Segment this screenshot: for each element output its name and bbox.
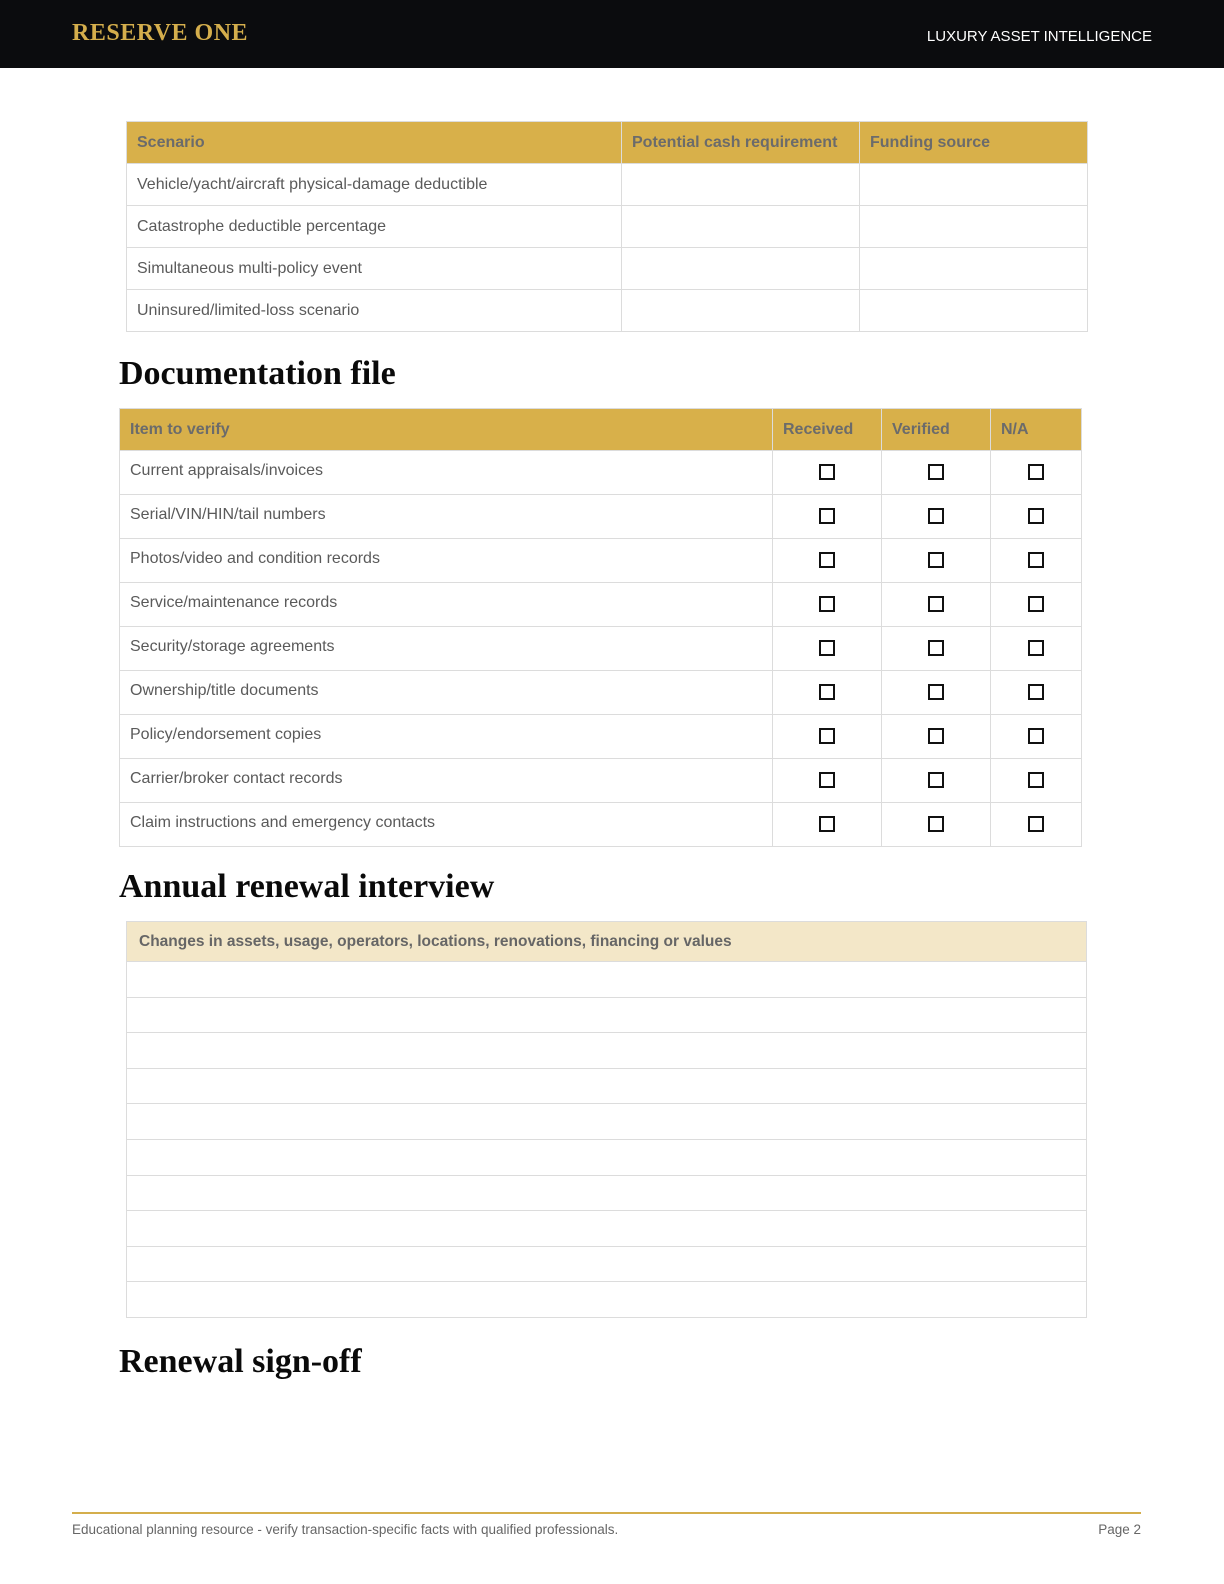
received-checkbox[interactable] <box>819 728 835 744</box>
table-row <box>120 715 1082 759</box>
column-header: Potential cash requirement <box>622 122 860 164</box>
funding-source-field[interactable] <box>860 248 1088 290</box>
table-row <box>127 206 1088 248</box>
footer-divider <box>72 1512 1141 1514</box>
notes-line-field[interactable] <box>127 997 1087 1033</box>
column-header: Scenario <box>127 122 622 164</box>
item-label: Ownership/title documents <box>120 671 773 715</box>
table-header-row <box>127 122 1088 164</box>
cash-requirement-field[interactable] <box>622 248 860 290</box>
received-checkbox[interactable] <box>819 640 835 656</box>
table-row <box>127 1068 1087 1104</box>
notes-line-field[interactable] <box>127 962 1087 998</box>
na-checkbox[interactable] <box>1028 640 1044 656</box>
column-header: Received <box>773 409 882 451</box>
table-row <box>127 290 1088 332</box>
scenario-cell: Uninsured/limited-loss scenario <box>127 290 622 332</box>
item-label: Claim instructions and emergency contacts <box>120 803 773 847</box>
verified-checkbox[interactable] <box>928 596 944 612</box>
table-row <box>127 248 1088 290</box>
table-row <box>127 1282 1087 1318</box>
column-header: N/A <box>991 409 1082 451</box>
item-label: Photos/video and condition records <box>120 539 773 583</box>
column-header: Funding source <box>860 122 1088 164</box>
table-header-row <box>127 922 1087 962</box>
received-checkbox[interactable] <box>819 816 835 832</box>
table-row <box>120 759 1082 803</box>
funding-source-field[interactable] <box>860 164 1088 206</box>
received-checkbox[interactable] <box>819 684 835 700</box>
notes-line-field[interactable] <box>127 1033 1087 1069</box>
verified-checkbox[interactable] <box>928 684 944 700</box>
na-checkbox[interactable] <box>1028 508 1044 524</box>
item-label: Security/storage agreements <box>120 627 773 671</box>
verified-checkbox[interactable] <box>928 816 944 832</box>
notes-line-field[interactable] <box>127 1246 1087 1282</box>
cash-requirement-field[interactable] <box>622 290 860 332</box>
notes-line-field[interactable] <box>127 1104 1087 1140</box>
scenario-cell: Vehicle/yacht/aircraft physical-damage deductible <box>127 164 622 206</box>
na-checkbox[interactable] <box>1028 552 1044 568</box>
verified-checkbox[interactable] <box>928 772 944 788</box>
table-row <box>127 997 1087 1033</box>
top-bar <box>0 0 1224 68</box>
na-checkbox[interactable] <box>1028 728 1044 744</box>
item-label: Current appraisals/invoices <box>120 451 773 495</box>
table-row <box>127 1246 1087 1282</box>
na-checkbox[interactable] <box>1028 596 1044 612</box>
table-row <box>127 1211 1087 1247</box>
received-checkbox[interactable] <box>819 464 835 480</box>
item-label: Carrier/broker contact records <box>120 759 773 803</box>
verified-checkbox[interactable] <box>928 552 944 568</box>
notes-line-field[interactable] <box>127 1175 1087 1211</box>
cash-requirement-table <box>126 121 1088 332</box>
footer-disclaimer: Educational planning resource - verify transaction-specific facts with qualified professionals. <box>72 1522 619 1537</box>
section-heading-documentation: Documentation file <box>119 355 396 392</box>
na-checkbox[interactable] <box>1028 684 1044 700</box>
table-row <box>120 627 1082 671</box>
table-row <box>127 1175 1087 1211</box>
verified-checkbox[interactable] <box>928 508 944 524</box>
cash-requirement-field[interactable] <box>622 164 860 206</box>
received-checkbox[interactable] <box>819 552 835 568</box>
verified-checkbox[interactable] <box>928 464 944 480</box>
table-row <box>120 451 1082 495</box>
documentation-table <box>119 408 1082 847</box>
renewal-notes-table <box>126 921 1087 1318</box>
item-label: Serial/VIN/HIN/tail numbers <box>120 495 773 539</box>
item-label: Policy/endorsement copies <box>120 715 773 759</box>
scenario-cell: Catastrophe deductible percentage <box>127 206 622 248</box>
column-header: Verified <box>882 409 991 451</box>
table-row <box>127 1139 1087 1175</box>
notes-line-field[interactable] <box>127 1282 1087 1318</box>
column-header: Item to verify <box>120 409 773 451</box>
table-header-row <box>120 409 1082 451</box>
table-row <box>120 495 1082 539</box>
tagline: LUXURY ASSET INTELLIGENCE <box>926 28 1152 45</box>
notes-line-field[interactable] <box>127 1211 1087 1247</box>
na-checkbox[interactable] <box>1028 464 1044 480</box>
received-checkbox[interactable] <box>819 772 835 788</box>
brand-logo: RESERVE ONE <box>72 20 249 46</box>
table-row <box>120 671 1082 715</box>
table-row <box>127 962 1087 998</box>
section-heading-signoff: Renewal sign-off <box>119 1343 362 1380</box>
table-row <box>120 803 1082 847</box>
received-checkbox[interactable] <box>819 596 835 612</box>
scenario-cell: Simultaneous multi-policy event <box>127 248 622 290</box>
table-row <box>120 583 1082 627</box>
column-header: Changes in assets, usage, operators, locations, renovations, financing or values <box>127 922 1087 962</box>
verified-checkbox[interactable] <box>928 728 944 744</box>
na-checkbox[interactable] <box>1028 772 1044 788</box>
table-row <box>127 164 1088 206</box>
funding-source-field[interactable] <box>860 290 1088 332</box>
notes-line-field[interactable] <box>127 1139 1087 1175</box>
table-row <box>127 1104 1087 1140</box>
verified-checkbox[interactable] <box>928 640 944 656</box>
received-checkbox[interactable] <box>819 508 835 524</box>
page-number: Page 2 <box>1098 1522 1141 1537</box>
na-checkbox[interactable] <box>1028 816 1044 832</box>
cash-requirement-field[interactable] <box>622 206 860 248</box>
funding-source-field[interactable] <box>860 206 1088 248</box>
item-label: Service/maintenance records <box>120 583 773 627</box>
table-row <box>120 539 1082 583</box>
section-heading-annual-renewal: Annual renewal interview <box>119 868 495 905</box>
notes-line-field[interactable] <box>127 1068 1087 1104</box>
table-row <box>127 1033 1087 1069</box>
